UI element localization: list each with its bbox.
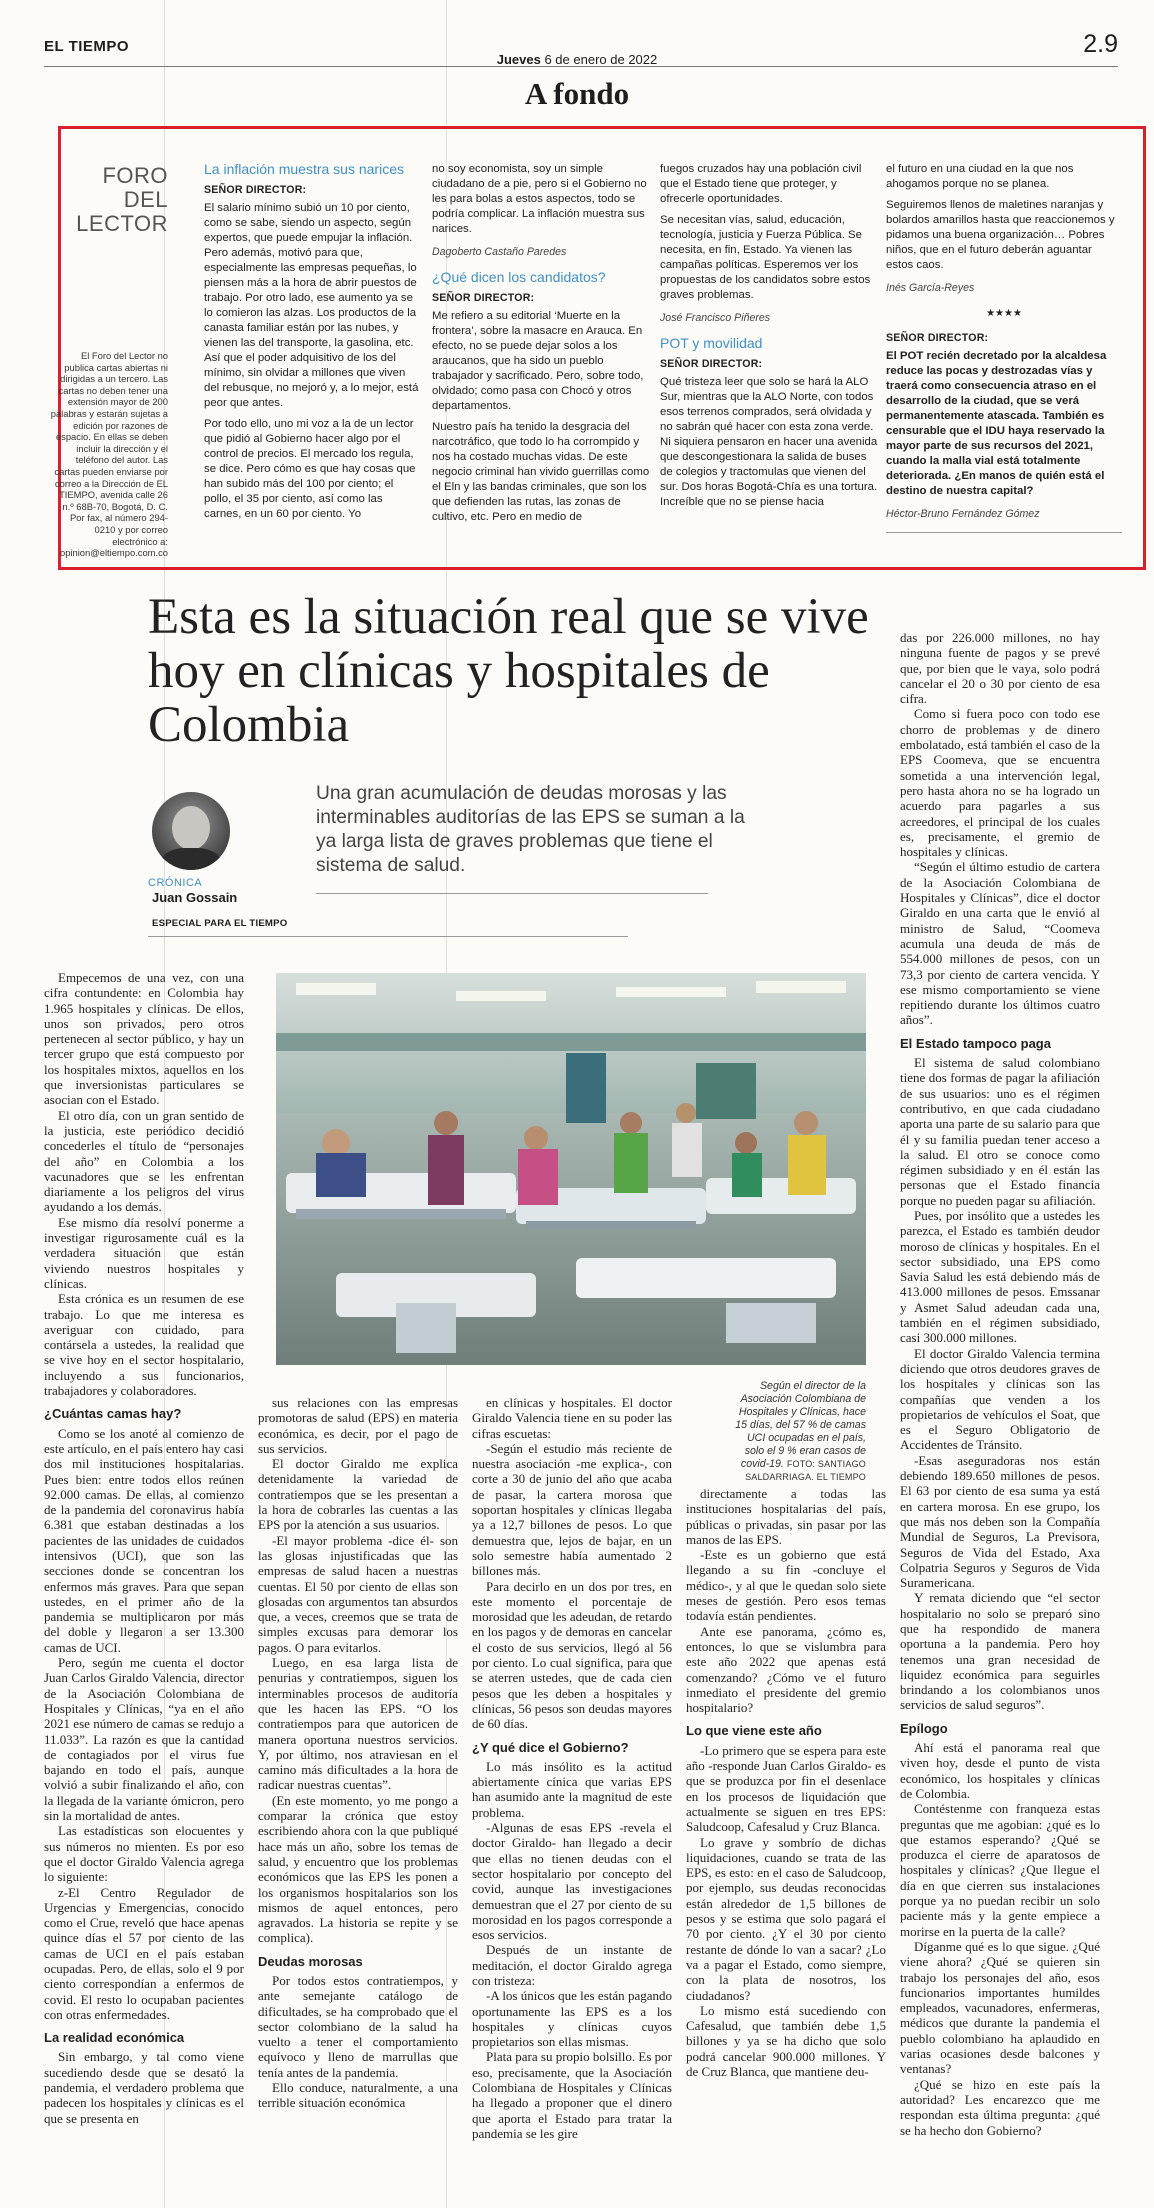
letter-paragraph: no soy economista, soy un simple ciudadano de a pie, pero si el Gobierno no les para bolas a estos aspectos, todo se podría complicar. La inflación muestra sus narices.	[432, 163, 647, 235]
article-paragraph: El doctor Giraldo me explica detenidamente la variedad de contratiempos que se les presentan a la hora de cobrarles las cuentas a las EPS por la atención a sus usuarios.	[258, 1456, 458, 1533]
letter-paragraph: Me refiero a su editorial ‘Muerte en la frontera’, sobre la masacre en Arauca. En efecto, no se puede dejar solos a los araucanos, que ha sido un pueblo trabajador y sacrificado. Pero, sobre todo, olvidado; como pasa con Chocó y otros departamentos.	[432, 310, 644, 412]
letter-paragraph: fuegos cruzados hay una población civil que el Estado tiene que proteger, y ofrecerle oportunidades.	[660, 163, 862, 205]
article-paragraph: -El mayor problema -dice él- son las glosas injustificadas que las empresas de salud hacen a nuestras cuentas. El 50 por ciento de ellas son glosadas con argumentos tan absurdos que, a veces, creemos que se trata de simples excusas para demorar los pagos. O para evitarlos.	[258, 1532, 458, 1655]
letter-signature: Inés García-Reyes	[886, 282, 975, 294]
article-paragraph: Ahí está el panorama real que viven hoy, desde el punto de vista económico, los hospitales y clínicas de Colombia.	[900, 1740, 1100, 1801]
article-paragraph: Después de un instante de meditación, el doctor Giraldo agrega con tristeza:	[472, 1942, 672, 1988]
letter-heading: La inflación muestra sus narices	[204, 161, 404, 177]
article-column-2	[258, 1395, 458, 2111]
article-paragraph: -Esas aseguradoras nos están debiendo 189.650 millones de pesos. El 63 por ciento de esa suma ya está en cartera morosa. En ese grupo, los que más nos deben son la Compañía Mundial de Seguros, La Previsora, Seguros de Vida del Estado, Axa Colpatria Seguros y Seguros de Vida Suramericana.	[900, 1452, 1100, 1591]
article-paragraph: Sin embargo, y tal como viene sucediendo desde que se desató la pandemia, el verdadero problema que padecen los hospitales y clínicas es el que se presenta en	[44, 2049, 244, 2126]
letter-paragraph: Seguiremos llenos de maletines naranjas y bolardos amarillos hasta que reaccionemos y pidamos una buena organización… Pobres niños, que en el futuro deberán aguantar estos caos.	[886, 199, 1115, 271]
foro-title-line2: LECTOR	[76, 211, 168, 236]
photo-illustration	[276, 973, 866, 1365]
article-paragraph: Esta crónica es un resumen de ese trabajo. Lo que me interesa es averiguar con cuidado, para contársela a ustedes, la realidad que se vive hoy en el sector hospitalario, incluyendo a sus funcionarios, trabajadores y colaboradores.	[44, 1291, 244, 1399]
foro-title-line1: FORO DEL	[102, 163, 168, 212]
article-paragraph: Empecemos de una vez, con una cifra contundente: en Colombia hay 1.965 hospitales y clínicas. De ellos, unos son privados, pero otros pertenecen al sector público, y hay un tercer grupo que está compuesto por los hospitales mixtos, aquellos en los que inversionistas particulares se asocian con el Estado.	[44, 970, 244, 1108]
article-paragraph: -Algunas de esas EPS -revela el doctor Giraldo- han llegado a decir que ellas no tienen deudas con el sector hospitalario por concepto del covid, aunque las investigaciones demuestran que el 27 por ciento de su morosidad en los pagos corresponde a esos servicios.	[472, 1820, 672, 1943]
masthead: EL TIEMPO	[44, 38, 130, 55]
foro-title	[62, 164, 168, 236]
photo-credit: SALDARRIAGA. EL TIEMPO	[745, 1472, 866, 1482]
article-paragraph: z-El Centro Regulador de Urgencias y Emergencias, conocido como el Crue, reveló que hace apenas quince días el 57 por ciento de las camas de UCI en el país estaban ocupadas. Pero, de ellas, solo el 9 por ciento correspondían a enfermos de covid. El resto lo ocupaban pacientes con otras enfermedades.	[44, 1884, 244, 2022]
letter-column-4	[886, 162, 1122, 547]
article-paragraph: Pero, según me cuenta el doctor Juan Carlos Giraldo Valencia, director de la Asociación Colombiana de Hospitales y Clínicas, “ya en el año 2021 ese número de camas se redujo a 11.033”. La razón es que la cantidad de contagiados por el virus fue bajando en todo el país, aunque volvió a subir finalizando el año, con la llegada de la variante ómicron, pero sin la mortalidad de antes.	[44, 1655, 244, 1824]
article-paragraph: Pues, por insólito que a ustedes les parezca, el Estado es también deudor moroso de clínicas y hospitales. En el sector subsidiado, una EPS como Savia Salud les está debiendo más de 413.000 millones de pesos. Emssanar y Asmet Salud adeudan cada una, también en el régimen subsidiado, casi 300.000 millones.	[900, 1207, 1100, 1346]
article-paragraph: Como si fuera poco con todo ese chorro de problemas y de dinero embolatado, está también el caso de la EPS Coomeva, que se encuentra sometida a una intervención legal, pero hasta ahora no se ha logrado un acuerdo para pagarles a sus acreedores, el principal de los cuales es, precisamente, el gremio de hospitales y clínicas.	[900, 706, 1100, 860]
article-paragraph: Luego, en esa larga lista de penurias y contratiempos, siguen los interminables procesos de auditoría que les hacen las EPS. “O los contratiempos para que autoricen de manera oportuna nuestros servicios. Y, por último, nos atraviesan en el camino más dificultades a la hora de radicar nuestras cuentas”.	[258, 1655, 458, 1793]
article-subheading: El Estado tampoco paga	[900, 1035, 1051, 1051]
article-paragraph: Contéstenme con franqueza estas preguntas que me agobian: ¿qué es lo que estamos esperando? ¿Qué se produzca el cierre de aparatosos de hospitales y clínicas? ¿Que llegue el día en que cierren sus instalaciones porque ya no puedan recibir un solo paciente más y la gente empiece a morirse en la puerta de la calle?	[900, 1801, 1100, 1939]
article-paragraph: -Este es un gobierno que está llegando a su fin -concluye el médico-, y al que le quedan solo siete meses de gestión. Pero esos temas todavía están pendientes.	[686, 1547, 886, 1624]
letter-signature: Dagoberto Castaño Paredes	[432, 246, 567, 258]
article-paragraph: Por todos estos contratiempos, y ante semejante catálogo de dificultades, se ha comprobado que el sector colombiano de la salud ha vuelto a tener el comportamiento equívoco y lleno de marrullas que tenía antes de la pandemia.	[258, 1972, 458, 2080]
article-paragraph: Lo grave y sombrío de dichas liquidaciones, cuando se trata de las EPS, es esto: en el caso de Saludcoop, por ejemplo, sus deudas reconocidas están alrededor de 1,5 billones de pesos y se estima que solo pagará el 70 por ciento. ¿Y el 30 por ciento restante de dónde lo van a sacar? ¿Lo va a pagar el Estado, como siempre, con la plata de nosotros, los ciudadanos?	[686, 1834, 886, 2003]
article-paragraph: das por 226.000 millones, no hay ninguna fuente de pagos y se prevé que, por bien que le vaya, solo podrá cancelar el 20 o 30 por ciento de esa cifra.	[900, 630, 1100, 707]
deck-rule	[316, 893, 708, 894]
letter-column-2	[432, 162, 650, 531]
letter-paragraph: El POT recién decretado por la alcaldesa reduce las pocas y destrozadas vías y traerá como consecuencia atraso en el desarrollo de la ciudad, que se verá permanentemente atascada. También es censurable que el IDU haya reservado la mayor parte de sus recursos del 2021, cuando la malla vial está totalmente deteriorada. ¿En manos de quién está el destino de nuestra capital?	[886, 350, 1107, 497]
letter-salutation: SEÑOR DIRECTOR:	[204, 184, 307, 196]
page-number: 2.9	[1083, 30, 1118, 58]
byline-note: ESPECIAL PARA EL TIEMPO	[152, 918, 288, 929]
photo-credit: FOTO: SANTIAGO	[786, 1459, 866, 1469]
article-column-4	[686, 1486, 886, 2079]
article-subheading: Deudas morosas	[258, 1953, 363, 1969]
article-paragraph: Ante ese panorama, ¿cómo es, entonces, lo que se vislumbra para este año 2022 que apenas está comenzando? ¿Cómo ve el futuro inmediato el presidente del gremio hospitalario?	[686, 1623, 886, 1716]
letter-salutation: SEÑOR DIRECTOR:	[886, 332, 989, 344]
letter-paragraph: Qué tristeza leer que solo se hará la ALO Sur, mientras que la ALO Norte, con todos esos terrenos comprados, será olvidada y no sabrán qué hacer con esta zona verde. Ni siquiera pensaron en hacer una avenida que descongestionara la salida de buses de colegios y tractomulas que vienen del sur. Dos horas Bogotá-Chía es una tortura. Increíble que no se piense hacia	[660, 376, 878, 508]
article-author: Juan Gossain	[152, 890, 238, 905]
byline-rule	[148, 936, 628, 937]
header-rule	[44, 66, 1118, 67]
hospital-ward-photo	[276, 973, 866, 1365]
date-weekday: Jueves	[496, 52, 541, 67]
article-headline: Esta es la situación real que se vive hoy en clínicas y hospitales de Colombia	[148, 589, 869, 753]
article-paragraph: Como se los anoté al comienzo de este artículo, en el país entero hay casi dos mil instituciones hospitalarias. Pues bien: entre todos ellos reúnen 92.000 camas. De ellas, al comienzo de la pandemia del coronavirus había 6.381 que estaban destinadas a los pacientes de las unidades de cuidados intensivos (UCI), que son las secciones donde se concentran los enfermos más graves. Para que sepan ustedes, en el primer año de la pandemia se multiplicaron por más del doble y llegaron a ser 13.300 camas de UCI.	[44, 1425, 244, 1655]
article-paragraph: Lo más insólito es la actitud abiertamente cínica que varias EPS han asumido ante la magnitud de este problema.	[472, 1758, 672, 1820]
letter-column-1	[204, 162, 422, 528]
article-kicker: CRÓNICA	[148, 877, 203, 889]
article-paragraph: Díganme qué es lo que sigue. ¿Qué viene ahora? ¿Qué se quieren sin trabajo los personajes del año, esos funcionarios importantes humildes empleados, vacunadores, enfermeras, médicos que durante la pandemia el pueblo colombiano ha aplaudido en varias ocasiones desde balcones y ventanas?	[900, 1938, 1100, 2077]
letter-signature: José Francisco Piñeres	[660, 312, 771, 324]
article-deck: Una gran acumulación de deudas morosas y las interminables auditorías de las EPS se suman a la ya larga lista de graves problemas que tiene el sistema de salud.	[316, 783, 745, 876]
letter-salutation: SEÑOR DIRECTOR:	[432, 292, 535, 304]
article-paragraph: -Según el estudio más reciente de nuestra asociación -me explica-, con corte a 30 de junio del año que acaba de pasar, la cartera morosa que soportan hospitales y clínicas llegaba ya a 12,7 billones de pesos. Lo que demuestra que, lejos de bajar, en un solo semestre había aumentado 2 billones más.	[472, 1440, 672, 1579]
article-paragraph: Las estadísticas son elocuentes y sus números no mienten. Es por eso que el doctor Giraldo Valencia agrega lo siguiente:	[44, 1823, 244, 1885]
letter-column-3	[660, 162, 878, 516]
section-title: A fondo	[524, 76, 630, 111]
separator-stars: ★★★★	[986, 308, 1022, 319]
letter-paragraph: Por todo ello, uno mi voz a la de un lector que pidió al Gobierno hacer algo por el control de precios. El mercado los regula, se dice. Pero cómo es que hay cosas que han subido más del 100 por ciento; el pollo, el 35 por ciento, así como las carnes, en un 60 por ciento. Yo	[204, 418, 416, 520]
article-subheading: La realidad económica	[44, 2030, 185, 2046]
article-paragraph: Plata para su propio bolsillo. Es por eso, precisamente, que la Asociación Colombiana de Hospitales y Clínicas ha llegado a proponer que el dinero que aporta el Estado para tratar la pandemia se les gire	[472, 2049, 672, 2141]
article-column-3	[472, 1395, 672, 2141]
letter-end-rule	[886, 532, 1122, 533]
article-paragraph: Y remata diciendo que “el sector hospitalario no solo se preparó sino que ha respondido de manera oportuna a la pandemia. Pero hoy tenemos una gran necesidad de liquidez económica para seguirles brindando a los colombianos unos servicios de salud seguros”.	[900, 1590, 1100, 1713]
article-subheading: ¿Y qué dice el Gobierno?	[472, 1739, 629, 1755]
article-paragraph: Para decirlo en un dos por tres, en este momento el porcentaje de morosidad que les adeudan, de retardo en los pagos y de demoras en cancelar el costo de sus servicios, llegó al 56 por ciento. Lo cual significa, para que se aterren ustedes, que de cada cien pesos que les deben a hospitales y clínicas, 56 pesos son deudas mayores de 60 días.	[472, 1578, 672, 1732]
article-paragraph: ¿Qué se hizo en este país la autoridad? Les encarezco que me respondan esta última pregunta: ¿qué se ha hecho don Gobierno?	[900, 2076, 1100, 2138]
article-paragraph: sus relaciones con las empresas promotoras de salud (EPS) en materia económica, es decir, por el pago de sus servicios.	[258, 1395, 458, 1456]
article-column-5	[900, 630, 1100, 2138]
article-paragraph: Lo mismo está sucediendo con Cafesalud, que también debe 1,5 billones y ya se ha dicho que solo podrá cancelar 900.000 millones. Y de Cruz Blanca, que mantiene deu-	[686, 2002, 886, 2079]
author-avatar	[152, 792, 230, 870]
caption-text: Según el director de la Asociación Colombiana de Hospitales y Clínicas, hace 15 días, del 57 % de camas UCI ocupadas en el país, solo el 9 % eran casos de covid-19.	[735, 1380, 866, 1470]
letter-paragraph: Se necesitan vías, salud, educación, tecnología, justicia y Fuerza Pública. Se necesita, en fin, Estado. Ya vienen las campañas políticas. Esperemos ver los propuestas de los candidatos sobre estos graves problemas.	[660, 214, 871, 301]
letter-salutation: SEÑOR DIRECTOR:	[660, 358, 763, 370]
article-paragraph: Ello conduce, naturalmente, a una terrible situación económica	[258, 2080, 458, 2111]
article-paragraph: en clínicas y hospitales. El doctor Giraldo Valencia tiene en su poder las cifras escuetas:	[472, 1395, 672, 1441]
letter-heading: ¿Qué dicen los candidatos?	[432, 269, 606, 285]
issue-date	[0, 52, 1154, 67]
article-subheading: ¿Cuántas camas hay?	[44, 1406, 182, 1422]
photo-caption	[730, 1380, 866, 1484]
article-paragraph: -A los únicos que les están pagando oportunamente las EPS es a los hospitales y clínicas cuyos propietarios son ellas mismas.	[472, 1988, 672, 2050]
article-paragraph: Ese mismo día resolví ponerme a investigar rigurosamente cuál es la verdadera situación que están viviendo nuestros hospitales y clínicas.	[44, 1214, 244, 1291]
article-subheading: Lo que viene este año	[686, 1723, 822, 1739]
article-paragraph: El otro día, con un gran sentido de la justicia, este periódico decidió concederles el título de “personajes del año” en Colombia a los vacunadores que se les enfrentan diariamente a los peligros del virus ayudando a los demás.	[44, 1107, 244, 1215]
article-subheading: Epílogo	[900, 1720, 948, 1736]
article-column-1	[44, 970, 244, 2126]
date-rest: 6 de enero de 2022	[544, 52, 658, 67]
article-paragraph: (En este momento, yo me pongo a comparar la crónica que estoy escribiendo ahora con la que publiqué hace más un año, sobre los temas de salud, y encuentro que los problemas económicos que las EPS les ponen a los organismos hospitalarios son los mismos de aquel entonces, pero agravados. La historia se repite y se complica).	[258, 1792, 458, 1946]
article-paragraph: “Según el último estudio de cartera de la Asociación Colombiana de Hospitales y Clínicas”, dice el doctor Giraldo en una carta que le envió al ministro de Salud, “Coomeva acumula una deuda de más de 554.000 millones de pesos, con un 73,3 por ciento de cartera vencida. Y ese mismo comportamiento se viene repitiendo durante los últimos cuatro años”.	[900, 859, 1100, 1028]
foro-submission-note: El Foro del Lector no publica cartas abiertas ni dirigidas a un tercero. Las cartas no deben tener una extensión mayor de 200 palabras y estarán sujetas a edición por razones de espacio. En ellas se deben incluir la dirección y el teléfono del autor. Las cartas pueden enviarse por correo a la Dirección de EL TIEMPO, avenida calle 26 n.º 68B-70, Bogotá, D. C. Por fax, al número 294-0210 y por correo electrónico a: opinion@eltiempo.com.co	[50, 350, 168, 559]
article-paragraph: directamente a todas las instituciones hospitalarias del país, públicas o privadas, sin pasar por las manos de las EPS.	[686, 1486, 886, 1547]
letter-signature: Héctor-Bruno Fernández Gómez	[886, 508, 1040, 520]
article-paragraph: -Lo primero que se espera para este año -responde Juan Carlos Giraldo- es que se produzca por fin el desenlace en los procesos de liquidación que actualmente se siguen en tres EPS: Saludcoop, Cafesalud y Cruz Blanca.	[686, 1742, 886, 1835]
letter-heading: POT y movilidad	[660, 335, 763, 351]
letter-paragraph: El salario mínimo subió un 10 por ciento, como se sabe, siendo un aspecto, según expertos, que puede empujar la inflación. Pero además, motivó para que, especialmente las empresas pequeñas, lo piensen más a la hora de abrir puestos de trabajo. Por otro lado, ese aumento ya se lo comieron las alzas. Los productos de la canasta familiar están por las nubes, y vienen las del transporte, la gasolina, etc. Así que el poder adquisitivo de los del mínimo, sin olvidar a millones que viven del rebusque, no mejoró y, a lo mejor, está peor que antes.	[204, 202, 419, 409]
article-paragraph: El doctor Giraldo Valencia termina diciendo que otros deudores graves de los hospitales y clínicas son las compañías que venden a los propietarios de vehículos el Soat, que es el Seguro Obligatorio de Accidentes de Tránsito.	[900, 1345, 1100, 1453]
letter-paragraph: Nuestro país ha tenido la desgracia del narcotráfico, que todo lo ha corrompido y nos ha costado muchas vidas. De este negocio criminal han vivido guerrillas como el Eln y las bandas criminales, que son los que defienden las rutas, las zonas de cultivo, etc. Pero en medio de	[432, 421, 650, 523]
letter-paragraph: el futuro en una ciudad en la que nos ahogamos porque no se planea.	[886, 163, 1074, 190]
article-paragraph: El sistema de salud colombiano tiene dos formas de pagar la afiliación de sus usuarios: uno es el régimen contributivo, en que cada ciudadano aporta una parte de su salario para que él y su familia puedan tener acceso a la salud. El otro se conoce como régimen subsidiado y en él están las personas que el Estado financia porque no pueden pagar su afiliación.	[900, 1055, 1100, 1208]
